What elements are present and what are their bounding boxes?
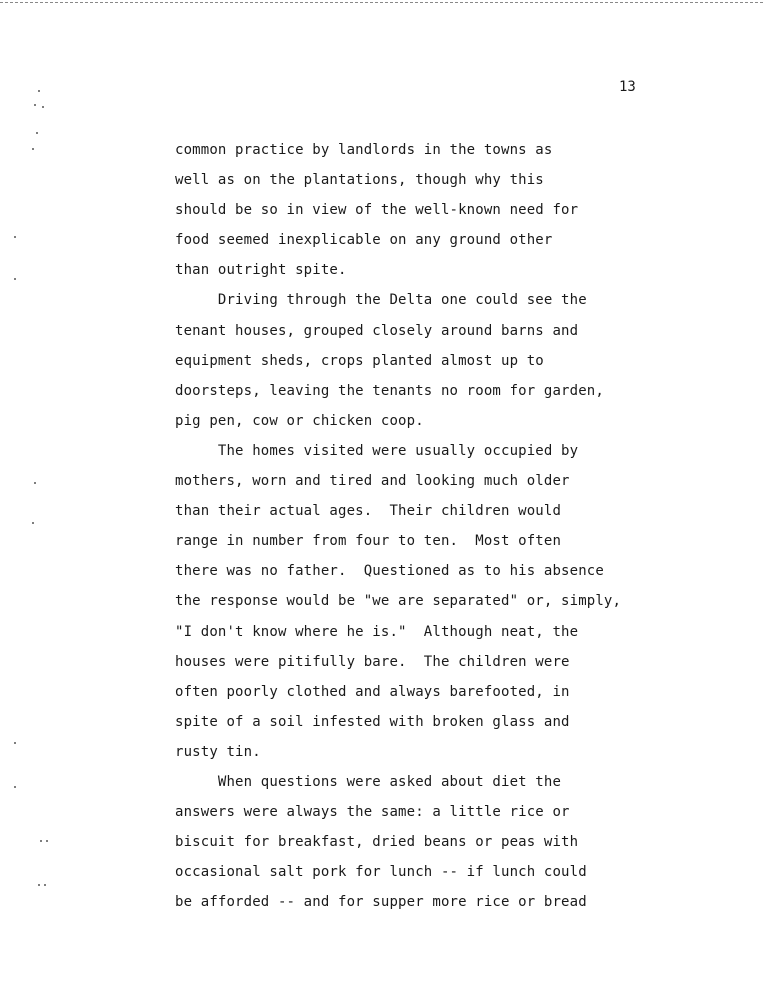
text-line: biscuit for breakfast, dried beans or peas with [175,834,579,851]
scan-speck [14,236,16,238]
text-line: range in number from four to ten. Most often [175,533,562,550]
text-line: rusty tin. [175,743,261,760]
scan-speck [44,884,46,886]
text-line: houses were pitifully bare. The children were [175,653,570,670]
scan-speck [40,840,42,842]
text-line: be afforded -- and for supper more rice or bread [175,894,587,911]
text-line: tenant houses, grouped closely around barns and [175,322,579,339]
text-line: the response would be "we are separated" or, simply, [175,593,622,610]
scan-speck [14,278,16,280]
text-line: occasional salt pork for lunch -- if lunch could [175,864,587,881]
scan-speck [14,742,16,744]
scan-speck [34,482,36,484]
text-line: spite of a soil infested with broken glass and [175,713,570,730]
page-number: 13 [619,79,636,95]
scan-speck [38,90,40,92]
scan-speck [32,148,34,150]
scan-speck [34,104,36,106]
text-line: well as on the plantations, though why this [175,172,544,189]
text-line: The homes visited were usually occupied by [175,442,579,459]
text-line: doorsteps, leaving the tenants no room for garden, [175,382,604,399]
text-line: food seemed inexplicable on any ground other [175,232,553,249]
scan-speck [42,106,44,108]
text-line: equipment sheds, crops planted almost up to [175,352,544,369]
scan-speck [32,522,34,524]
text-line: there was no father. Questioned as to his absence [175,563,604,580]
text-line: When questions were asked about diet the [175,773,562,790]
text-line: Driving through the Delta one could see the [175,292,587,309]
text-line: "I don't know where he is." Although neat, the [175,623,579,640]
text-line: than their actual ages. Their children would [175,503,562,520]
scan-speck [38,884,40,886]
scan-speck [46,840,48,842]
text-line: common practice by landlords in the towns as [175,142,553,158]
text-line: than outright spite. [175,262,347,279]
text-line: should be so in view of the well-known need for [175,202,579,219]
scan-speck [14,786,16,788]
text-line: pig pen, cow or chicken coop. [175,412,424,429]
scan-top-edge [0,2,763,3]
text-line: answers were always the same: a little rice or [175,804,570,821]
text-line: mothers, worn and tired and looking much older [175,473,570,490]
body-text [175,138,655,920]
text-line: often poorly clothed and always barefooted, in [175,683,570,700]
scan-speck [36,132,38,134]
